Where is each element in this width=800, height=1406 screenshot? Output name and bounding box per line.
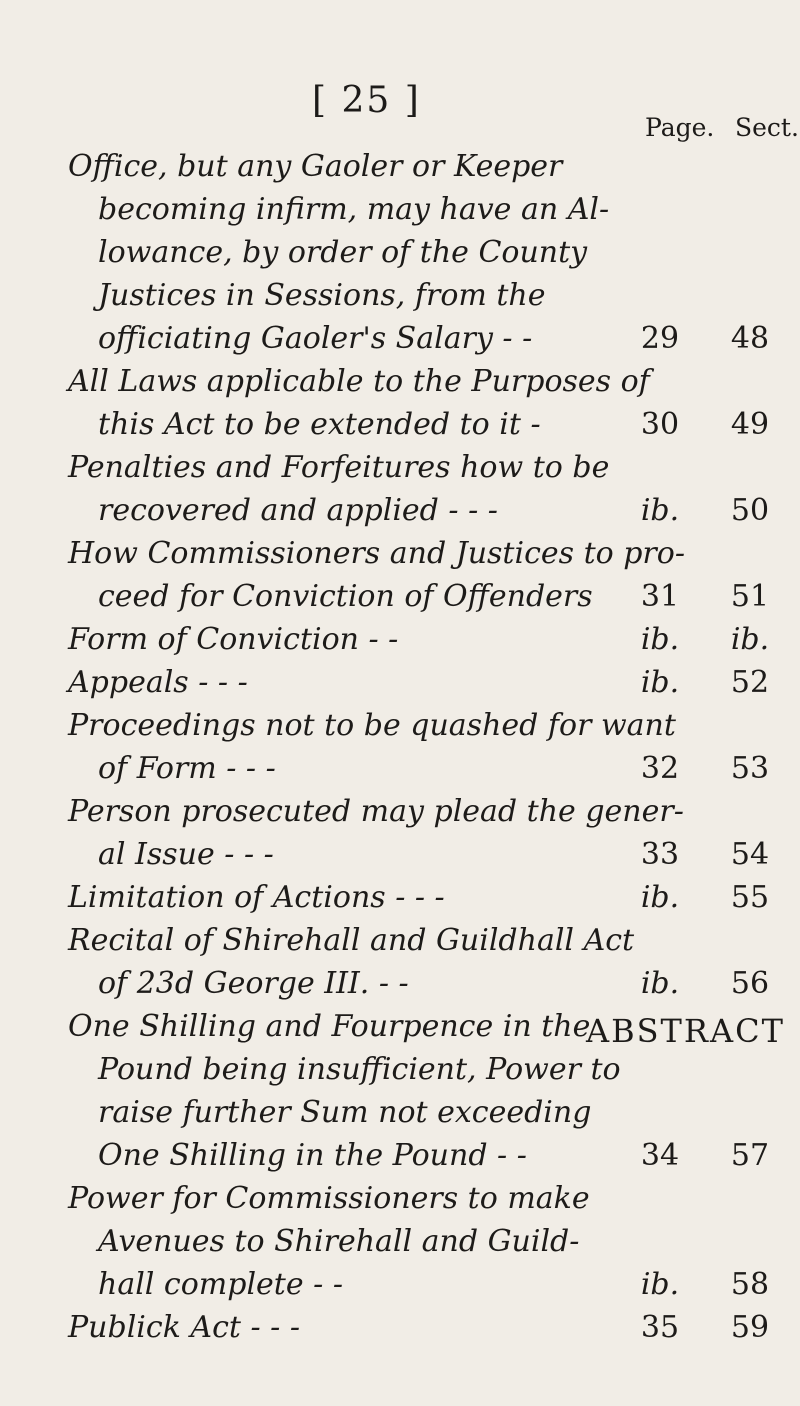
section-reference: 57 [730, 1138, 770, 1173]
index-entry [68, 618, 768, 661]
page-reference: 30 [640, 407, 680, 442]
page-reference: 29 [640, 321, 680, 356]
entry-text-line: Proceedings not to be quashed for want [68, 708, 676, 743]
entry-text-line: Power for Commissioners to make [68, 1181, 590, 1216]
entry-text-line: How Commissioners and Justices to pro- [68, 536, 685, 571]
entry-text-line: Pound being insufficient, Power to [98, 1052, 621, 1087]
section-reference: 52 [730, 665, 770, 700]
page-reference: 34 [640, 1138, 680, 1173]
index-entry [68, 145, 768, 360]
index-entry [68, 360, 768, 446]
entry-text-line: Publick Act - - - [68, 1310, 300, 1345]
entry-text-line: becoming infirm, may have an Al- [98, 192, 610, 227]
entry-text-line: of Form - - - [98, 751, 276, 786]
page-reference: ib. [640, 622, 680, 657]
page-column-header: Page. [645, 113, 715, 142]
page-reference: 31 [640, 579, 680, 614]
page-reference: ib. [640, 966, 680, 1001]
entry-text-line: Justices in Sessions, from the [98, 278, 546, 313]
section-reference: 56 [730, 966, 770, 1001]
index-entry [68, 1306, 768, 1349]
entry-text-line: Appeals - - - [68, 665, 248, 700]
entry-text-line: All Laws applicable to the Purposes of [68, 364, 650, 399]
page-reference: 33 [640, 837, 680, 872]
catchword: ABSTRACT [586, 1012, 785, 1050]
entry-text-line: Form of Conviction - - [68, 622, 399, 657]
section-reference: ib. [730, 622, 770, 657]
index-entry [68, 661, 768, 704]
section-reference: 59 [730, 1310, 770, 1345]
entry-text-line: Person prosecuted may plead the gener- [68, 794, 684, 829]
entry-text-line: Avenues to Shirehall and Guild- [98, 1224, 580, 1259]
index-entry [68, 446, 768, 532]
entry-text-line: Office, but any Gaoler or Keeper [68, 149, 563, 184]
section-column-header: Sect. [735, 113, 799, 142]
entry-text-line: this Act to be extended to it - [98, 407, 541, 442]
section-reference: 55 [730, 880, 770, 915]
index-entry [68, 532, 768, 618]
section-reference: 48 [730, 321, 770, 356]
entry-text-line: al Issue - - - [98, 837, 274, 872]
entry-text-line: One Shilling in the Pound - - [98, 1138, 527, 1173]
index-entry [68, 704, 768, 790]
entry-text-line: of 23d George III. - - [98, 966, 409, 1001]
page-reference: ib. [640, 1267, 680, 1302]
page-number: [ 25 ] [312, 80, 421, 121]
section-reference: 53 [730, 751, 770, 786]
page-reference: 32 [640, 751, 680, 786]
entry-text-line: raise further Sum not exceeding [98, 1095, 592, 1130]
entry-text-line: ceed for Conviction of Offenders [98, 579, 593, 614]
page-reference: 35 [640, 1310, 680, 1345]
index-entry [68, 790, 768, 876]
page-reference: ib. [640, 665, 680, 700]
section-reference: 54 [730, 837, 770, 872]
entry-text-line: Limitation of Actions - - - [68, 880, 445, 915]
index-entry [68, 919, 768, 1005]
entry-text-line: Penalties and Forfeitures how to be [68, 450, 610, 485]
entry-text-line: officiating Gaoler's Salary - - [98, 321, 533, 356]
section-reference: 49 [730, 407, 770, 442]
index-entries [68, 145, 768, 1349]
page-reference: ib. [640, 493, 680, 528]
entry-text-line: hall complete - - [98, 1267, 343, 1302]
section-reference: 50 [730, 493, 770, 528]
entry-text-line: One Shilling and Fourpence in the [68, 1009, 591, 1044]
section-reference: 58 [730, 1267, 770, 1302]
index-entry [68, 876, 768, 919]
index-entry [68, 1177, 768, 1306]
section-reference: 51 [730, 579, 770, 614]
entry-text-line: Recital of Shirehall and Guildhall Act [68, 923, 635, 958]
page-reference: ib. [640, 880, 680, 915]
entry-text-line: lowance, by order of the County [98, 235, 588, 270]
entry-text-line: recovered and applied - - - [98, 493, 498, 528]
